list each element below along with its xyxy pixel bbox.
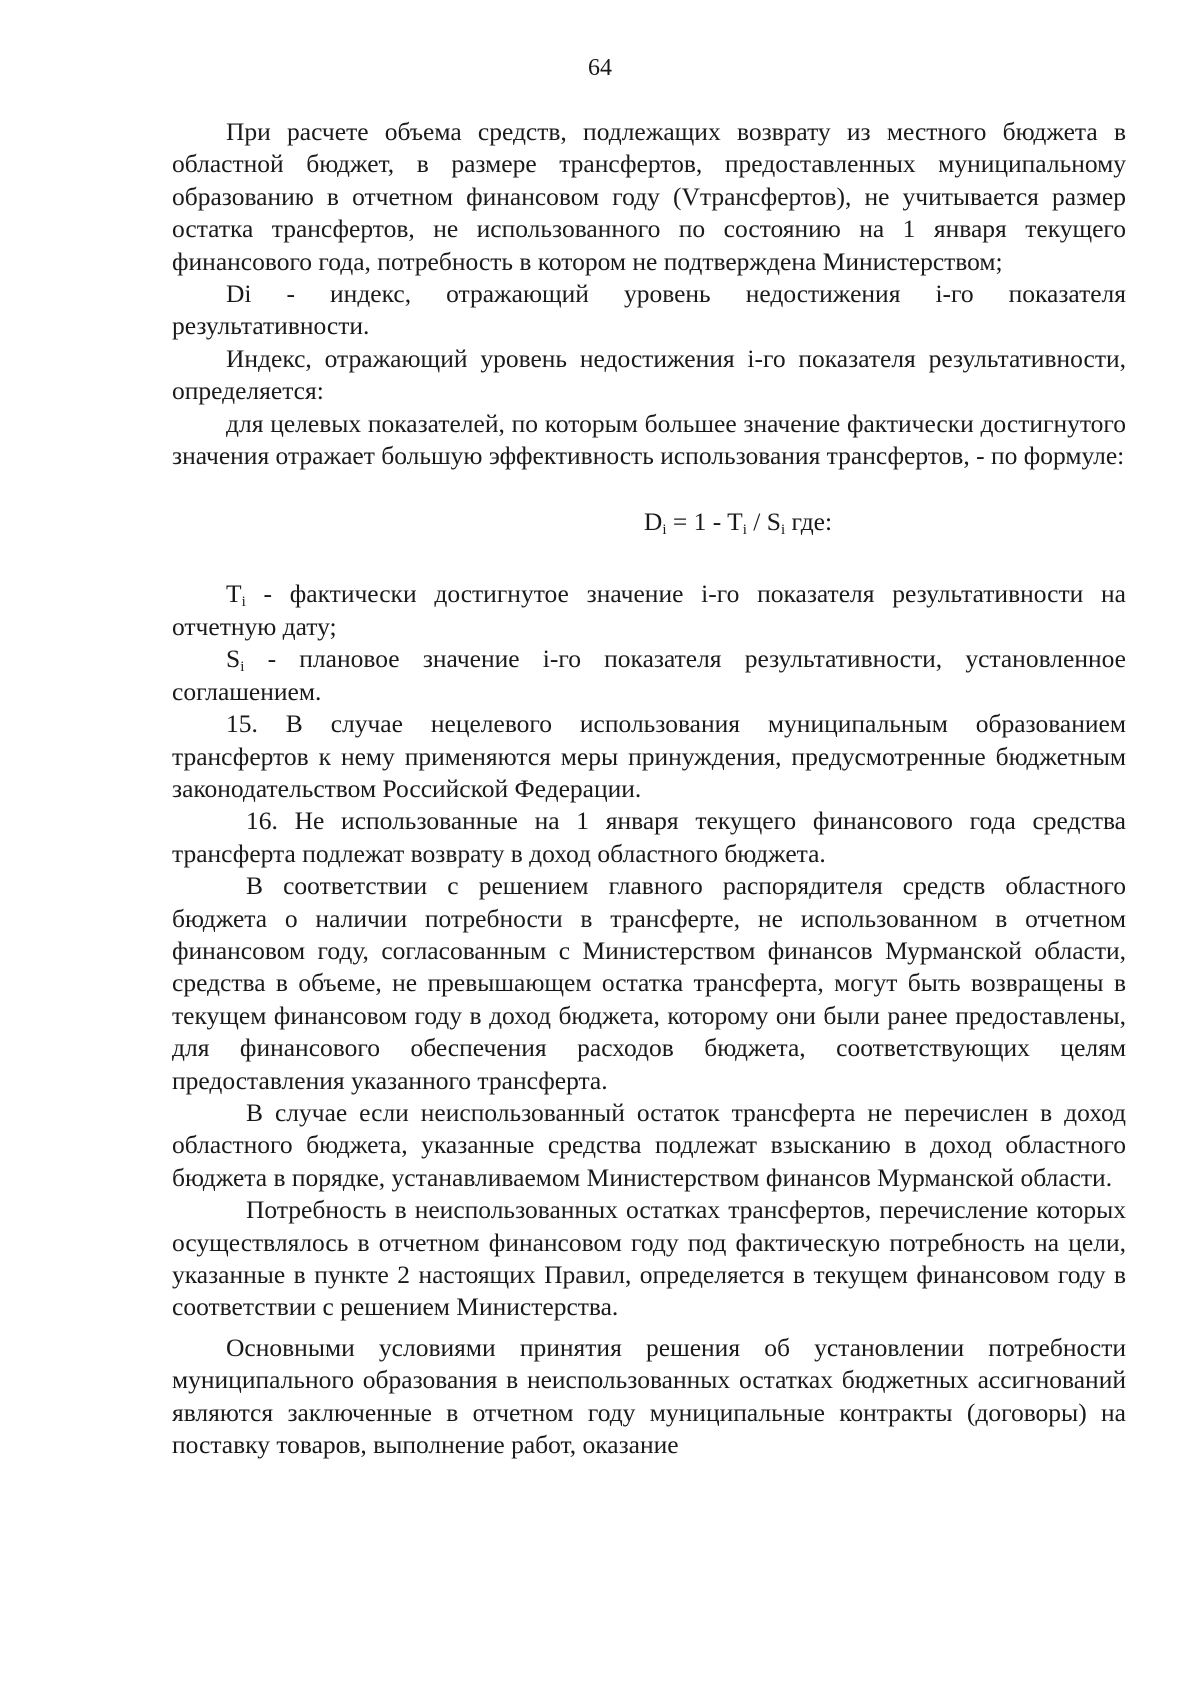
paragraph: Di - индекс, отражающий уровень недостижения i-го показателя результативности. (172, 279, 1126, 341)
paragraph: 15. В случае нецелевого использования муниципальным образованием трансфертов к нему применяются меры принуждения, предусмотренные бюджетным законодательством Российской Федерации. (172, 709, 1126, 803)
formula-d: D (643, 507, 663, 537)
paragraph (172, 643, 1126, 708)
paragraph: для целевых показателей, по которым большее значение фактически достигнутого значения отражает большую эффективность использования трансфертов, - по формуле: (172, 408, 1126, 471)
symbol-s: S (226, 644, 241, 674)
formula-t-sub: i (742, 522, 747, 539)
document-body (172, 116, 1126, 1461)
symbol-t-sub: i (241, 594, 246, 611)
formula-tail: где: (785, 507, 833, 537)
paragraph (172, 578, 1126, 643)
symbol-s-sub: i (240, 659, 245, 676)
paragraph: Основными условиями принятия решения об установлении потребности муниципального образования в неиспользованных остатках бюджетных ассигнований являются заключенные в отчетном году муниципальные контракты (договоры) на поставку товаров, выполнение работ, оказание (172, 1332, 1126, 1460)
paragraph: Потребность в неиспользованных остатках трансфертов, перечисление которых осуществлялось в отчетном финансовом году под фактическую потребность на цели, указанные в пункте 2 настоящих Правил, определяется в текущем финансовом году в соответствии с решением Министерства. (172, 1195, 1126, 1322)
page-number: 64 (588, 55, 612, 81)
formula-s-sub: i (780, 522, 786, 539)
paragraph-text: - плановое значение i-го показателя результативности, установленное соглашением. (172, 644, 1126, 706)
paragraph: 16. Не использованные на 1 января текущего финансового года средства трансферта подлежат возврату в доход областного бюджета. (172, 806, 1126, 868)
formula-d-sub: i (662, 522, 667, 539)
paragraph: При расчете объема средств, подлежащих возврату из местного бюджета в областной бюджет, в размере трансфертов, предоставленных муниципальному образованию в отчетном финансовом году (Vтрансфертов), не учитывается размер остатка трансфертов, не использованного по состоянию на 1 января текущего финансового года, потребность в котором не подтверждена Министерством; (172, 117, 1126, 276)
paragraph: В соответствии с решением главного распорядителя средств областного бюджета о наличии потребности в трансферте, не использованном в отчетном финансовом году, согласованным с Министерством финансов Мурманской области, средства в объеме, не превышающем остатка трансферта, могут быть возвращены в текущем финансовом году в доход бюджета, которому они были ранее предоставлены, для финансового обеспечения расходов бюджета, соответствующих целям предоставления указанного трансферта. (172, 871, 1126, 1095)
formula-eq: = 1 - (666, 507, 728, 537)
paragraph-text: - фактически достигнутое значение i-го показателя результативности на отчетную дату; (172, 579, 1126, 641)
paragraph: В случае если неиспользованный остаток трансферта не перечислен в доход областного бюджета, указанные средства подлежат взысканию в доход областного бюджета в порядке, устанавливаемом Министерством финансов Мурманской области. (172, 1097, 1126, 1192)
formula-t: T (727, 507, 743, 537)
symbol-t: T (226, 579, 242, 609)
formula (172, 506, 1126, 538)
formula-s: S (766, 507, 781, 537)
paragraph: Индекс, отражающий уровень недостижения i-го показателя результативности, определяется: (172, 343, 1126, 406)
formula-slash: / (746, 507, 767, 537)
